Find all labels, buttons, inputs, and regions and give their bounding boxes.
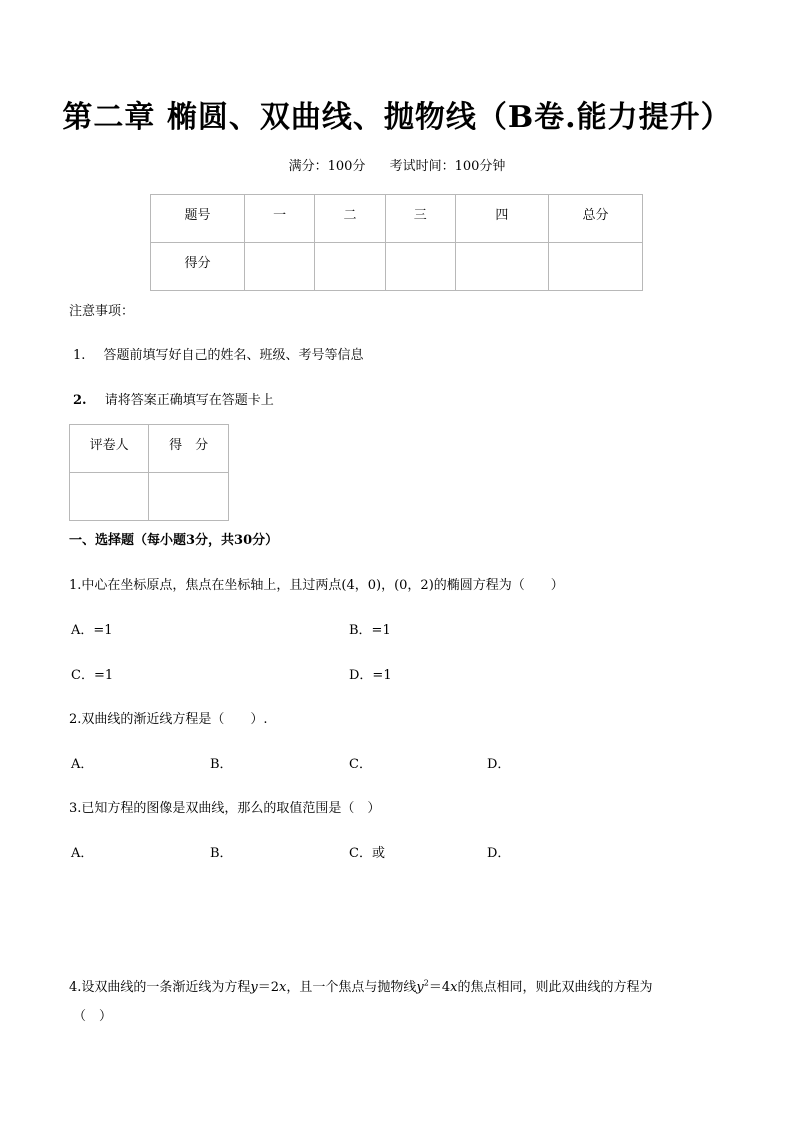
q4-text-a: 4.设双曲线的一条渐近线为方程 — [69, 980, 251, 995]
q4-var-y: y — [250, 980, 258, 995]
exam-info — [0, 155, 794, 174]
question-2-option-d[interactable]: D． — [487, 757, 511, 772]
question-3-option-c[interactable]: C．或 — [349, 846, 385, 861]
score-row-label: 得分 — [151, 243, 245, 291]
q4-eq1-rest: ＝2 — [257, 980, 280, 995]
question-3-option-a[interactable]: A． — [71, 846, 94, 861]
question-3-option-d[interactable]: D． — [487, 846, 511, 861]
question-1-option-a[interactable]: A．=1 — [71, 623, 113, 638]
score-blank-cell[interactable] — [385, 243, 455, 291]
score-header-cell: 三 — [385, 195, 455, 243]
question-2-option-c[interactable]: C． — [349, 757, 372, 772]
grader-header-cell: 评卷人 — [70, 425, 149, 473]
q4-eq2-rest: ＝4 — [428, 980, 451, 995]
score-header-cell: 二 — [315, 195, 385, 243]
grader-header-row — [70, 425, 229, 473]
section-heading: 一、选择题（每小题3分，共30分） — [69, 533, 279, 548]
q4-text-c: 的焦点相同，则此双曲线的方程为 — [457, 980, 653, 995]
full-score-text: 满分：100分 — [288, 159, 366, 174]
notes-heading: 注意事项： — [69, 304, 135, 319]
score-header-cell: 题号 — [151, 195, 245, 243]
note-text: 答题前填写好自己的姓名、班级、考号等信息 — [103, 348, 364, 363]
q4-var-x: x — [279, 980, 287, 995]
score-table — [150, 194, 643, 291]
question-1-option-d[interactable]: D．=1 — [349, 668, 392, 683]
question-1-option-c[interactable]: C．=1 — [71, 668, 114, 683]
question-1-stem: 1.中心在坐标原点，焦点在坐标轴上，且过两点(4，0)，(0，2)的椭圆方程为（ ） — [69, 578, 564, 593]
question-3-option-b[interactable]: B． — [210, 846, 233, 861]
grader-table — [69, 424, 229, 521]
q4-superscript: 2 — [423, 978, 429, 988]
note-number: 2. — [73, 393, 87, 408]
question-2-option-b[interactable]: B． — [210, 757, 233, 772]
grader-blank-cell[interactable] — [70, 473, 149, 521]
question-4-bracket: （ ） — [73, 1009, 113, 1024]
score-blank-cell[interactable] — [245, 243, 315, 291]
question-4-stem — [69, 976, 653, 995]
question-2-stem: 2.双曲线的渐近线方程是（ ）. — [69, 712, 268, 727]
score-header-cell: 总分 — [548, 195, 642, 243]
score-blank-cell[interactable] — [315, 243, 385, 291]
q4-text-b: ，且一个焦点与抛物线 — [286, 980, 417, 995]
score-blank-cell[interactable] — [455, 243, 548, 291]
grader-blank-cell[interactable] — [149, 473, 229, 521]
grader-blank-row — [70, 473, 229, 521]
grader-header-cell: 得 分 — [149, 425, 229, 473]
score-header-cell: 一 — [245, 195, 315, 243]
question-1-option-b[interactable]: B．=1 — [349, 623, 391, 638]
score-header-cell: 四 — [455, 195, 548, 243]
page-title: 第二章 椭圆、双曲线、抛物线（B卷.能力提升） — [62, 100, 732, 135]
note-item-1 — [73, 344, 364, 363]
note-item-2 — [73, 389, 274, 408]
score-blank-cell[interactable] — [548, 243, 642, 291]
score-table-score-row — [151, 243, 643, 291]
exam-time-text: 考试时间：100分钟 — [389, 159, 506, 174]
note-number: 1. — [73, 348, 86, 363]
question-3-stem: 3.已知方程的图像是双曲线，那么的取值范围是（ ） — [69, 801, 381, 816]
score-table-header-row — [151, 195, 643, 243]
question-2-option-a[interactable]: A． — [71, 757, 94, 772]
note-text: 请将答案正确填写在答题卡上 — [104, 393, 274, 408]
q4-var-x2: x — [450, 980, 458, 995]
q4-var-y2: y — [416, 980, 424, 995]
